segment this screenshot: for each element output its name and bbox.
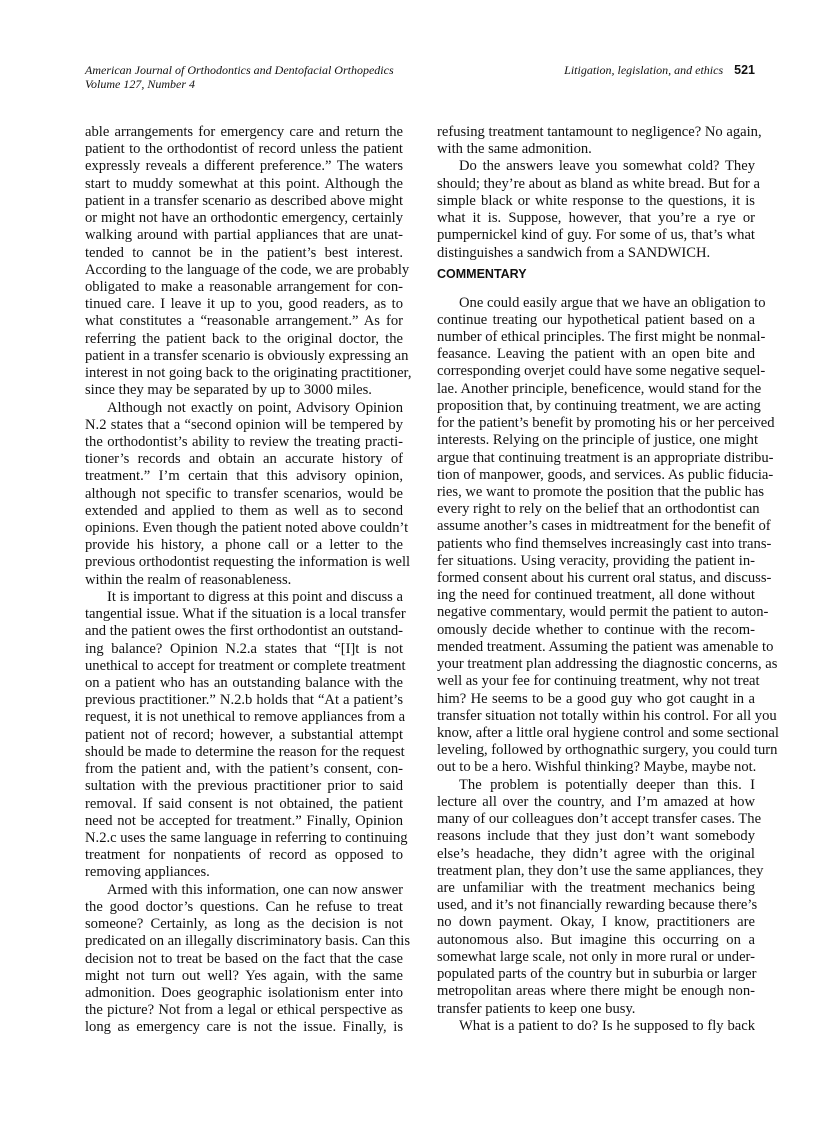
text-line: start to muddy somewhat at this point. Although the	[85, 175, 403, 192]
text-line: ing balance? Opinion N.2.a states that “[I]t is not	[85, 640, 403, 657]
text-line: refusing treatment tantamount to negligence? No again,	[437, 124, 762, 140]
text-line: removal. If said consent is not obtained, the patient	[85, 795, 403, 812]
text-line: previous orthodontist requesting the information is well	[85, 554, 411, 571]
commentary-body	[437, 294, 779, 1035]
paragraph	[437, 1018, 755, 1035]
text-line: autonomous also. But imagine this occurring on a	[437, 931, 755, 948]
text-line: It is important to digress at this point and discuss a	[107, 588, 403, 605]
text-line: since they may be separated by up to 3000 miles.	[85, 382, 372, 399]
text-line: obligated to make a reasonable arrangement for con-	[85, 278, 403, 295]
paragraph	[437, 294, 779, 777]
paragraph	[85, 124, 412, 400]
text-line: treatment plan, they don’t use the same appliances, they	[437, 862, 764, 879]
text-line: The problem is potentially deeper than this. I	[459, 776, 755, 793]
text-line: the orthodontist’s ability to review the treating practi-	[85, 433, 403, 450]
text-line: negative commentary, would permit the patient to auton-	[437, 604, 769, 621]
paragraph	[437, 776, 764, 1018]
text-line: sultation with the previous practitioner prior to said	[85, 778, 403, 795]
section-title: Litigation, legislation, and ethics	[564, 63, 724, 77]
text-line: N.2 states that a “second opinion will be tempered by	[85, 416, 403, 433]
text-line: distinguishes a sandwich from a SANDWICH.	[437, 244, 711, 261]
text-line: continue treating our hypothetical patient based on a	[437, 311, 755, 328]
text-line: opinions. Even though the patient noted above couldn’t	[85, 520, 409, 537]
text-line: provide his history, a phone call or a letter to the	[85, 537, 403, 554]
running-header-left	[85, 63, 394, 91]
text-line: need not be accepted for treatment.” Finally, Opinion	[85, 812, 403, 829]
text-line: transfer situation not totally within his control. For all you	[437, 707, 777, 724]
text-line: previous practitioner.” N.2.b holds that “At a patient’s	[85, 692, 403, 709]
text-line: your treatment plan addressing the diagnostic concerns, as	[437, 656, 778, 673]
text-line: feasance. Leaving the patient with an open bite and	[437, 346, 755, 363]
journal-title: American Journal of Orthodontics and Dentofacial Orthopedics	[85, 63, 394, 77]
text-line: else’s headache, they didn’t agree with the original	[437, 845, 755, 862]
text-line: formed consent about his current oral status, and discuss-	[437, 570, 772, 587]
text-line: treatment.” I’m certain that this advisory opinion,	[85, 468, 403, 485]
right-column-intro	[437, 124, 762, 262]
text-line: him? He seems to be a good guy who got caught in a	[437, 690, 755, 707]
text-line: Do the answers leave you somewhat cold? They	[459, 158, 755, 175]
text-line: corresponding overjet could have some negative sequel-	[437, 363, 766, 380]
running-header-right	[564, 63, 755, 77]
text-line: patient to the orthodontist of record unless the patient	[85, 141, 403, 158]
text-line: fer situations. Using veracity, providing the patient in-	[437, 552, 755, 569]
text-line: should be made to determine the reason for the request	[85, 743, 405, 760]
text-line: might not turn out well? Yes again, with the same	[85, 967, 403, 984]
text-line: Although not exactly on point, Advisory Opinion	[107, 399, 403, 416]
text-line: should; they’re about as bland as white bread. But for a	[437, 175, 761, 192]
text-line: referring the patient back to the original doctor, the	[85, 330, 403, 347]
text-line: What is a patient to do? Is he supposed to fly back	[459, 1017, 755, 1034]
text-line: tinued care. I leave it up to you, good readers, as to	[85, 296, 403, 313]
text-line: request, it is not unethical to remove appliances from a	[85, 709, 406, 726]
text-line: pumpernickel kind of guy. For some of us, that’s what	[437, 227, 755, 244]
text-line: expressly reveals a different preference.” The waters	[85, 158, 403, 175]
paragraph	[85, 881, 411, 1037]
text-line: someone? Certainly, as long as the decision is not	[85, 916, 403, 933]
text-line: the picture? Not from a legal or ethical perspective as	[85, 1002, 403, 1019]
page-number: 521	[734, 63, 755, 77]
text-line: mended treatment. Assuming the patient was amenable to	[437, 638, 774, 655]
paragraph	[85, 588, 408, 882]
text-line: out to be a hero. Wishful thinking? Maybe, maybe not.	[437, 759, 757, 776]
text-line: long as emergency care is not the issue. Finally, is	[85, 1019, 403, 1036]
left-column	[85, 124, 412, 1037]
text-line: simple black or white response to the questions, it is	[437, 192, 755, 209]
text-line: number of ethical principles. The first might be nonmal-	[437, 328, 766, 345]
text-line: interest in not going back to the originating practitioner,	[85, 365, 412, 382]
text-line: metropolitan areas where there might be enough non-	[437, 983, 755, 1000]
text-line: able arrangements for emergency care and return the	[85, 124, 403, 140]
text-line: According to the language of the code, we are probably	[85, 261, 410, 278]
text-line: unethical to accept for treatment or complete treatment	[85, 657, 406, 674]
text-line: many of our colleagues don’t accept transfer cases. The	[437, 811, 762, 828]
text-line: removing appliances.	[85, 864, 210, 881]
text-line: know, after a little oral hygiene control and some sectional	[437, 725, 779, 741]
text-line: within the realm of reasonableness.	[85, 571, 292, 588]
text-line: the good doctor’s questions. Can he refuse to treat	[85, 898, 403, 915]
text-line: admonition. Does geographic isolationism enter into	[85, 984, 403, 1001]
text-line: or might not have an orthodontic emergency, certainly	[85, 210, 403, 227]
text-line: what constitutes a “reasonable arrangement.” As for	[85, 313, 403, 330]
text-line: patient in a transfer scenario as described above might	[85, 192, 403, 209]
text-line: One could easily argue that we have an obligation to	[459, 294, 766, 311]
text-line: decision not to treat be based on the fact that the case	[85, 950, 403, 967]
text-line: although not specific to transfer scenarios, would be	[85, 485, 403, 502]
text-line: every right to rely on the belief that an orthodontist can	[437, 501, 760, 518]
text-line: leveling, followed by orthognathic surgery, you could turn	[437, 742, 778, 759]
text-line: no down payment. Okay, I know, practitioners are	[437, 914, 755, 931]
text-line: populated parts of the country but in suburbia or larger	[437, 966, 757, 983]
text-line: on a patient who has an outstanding balance with the	[85, 675, 403, 691]
text-line: tangential issue. What if the situation is a local transfer	[85, 606, 406, 623]
text-line: N.2.c uses the same language in referring to continuing	[85, 829, 408, 846]
text-line: ries, we want to promote the position that the public has	[437, 483, 765, 500]
text-line: transfer patients to keep one busy.	[437, 1000, 636, 1017]
section-heading-commentary: COMMENTARY	[437, 266, 527, 281]
text-line: argue that continuing treatment is an appropriate distribu-	[437, 449, 774, 466]
text-line: reasons include that they just don’t want somebody	[437, 828, 755, 845]
paragraph	[437, 158, 761, 261]
text-line: tended to cannot be in the patient’s best interest.	[85, 244, 403, 261]
text-line: predicated on an illegally discriminatory basis. Can this	[85, 933, 411, 950]
paragraph	[85, 399, 411, 589]
text-line: are unfamiliar with the treatment mechanics being	[437, 879, 755, 896]
text-line: used, and it’s not financially rewarding because there’s	[437, 897, 758, 914]
text-line: patient in a transfer scenario is obviously expressing an	[85, 347, 409, 364]
right-column	[437, 124, 779, 1035]
text-line: with the same admonition.	[437, 141, 592, 158]
text-line: patients who find themselves increasingly cast into trans-	[437, 535, 772, 552]
journal-volume: Volume 127, Number 4	[85, 77, 195, 91]
text-line: proposition that, by continuing treatment, we are acting	[437, 397, 761, 414]
text-line: for the patient’s benefit by promoting his or her perceived	[437, 415, 775, 432]
text-line: and the patient owes the first orthodontist an outstand-	[85, 623, 403, 640]
paragraph	[437, 124, 762, 158]
text-line: assume another’s cases in midtreatment for the benefit of	[437, 518, 771, 535]
text-line: treatment for nonpatients of record as opposed to	[85, 847, 403, 864]
text-line: tioner’s records and obtain an accurate history of	[85, 451, 403, 468]
text-line: lecture all over the country, and I’m amazed at how	[437, 793, 755, 810]
text-line: patient not of record; however, a substantial attempt	[85, 726, 403, 743]
text-line: what it is. Suppose, however, that you’re a rye or	[437, 210, 755, 227]
text-line: well as your fee for continuing treatment, why not treat	[437, 673, 760, 690]
text-line: walking around with partial appliances that are unat-	[85, 227, 403, 244]
text-line: Armed with this information, one can now answer	[107, 881, 403, 898]
text-line: ing the need for continued treatment, all done without	[437, 587, 755, 604]
text-line: extended and applied to them as well as to second	[85, 502, 403, 519]
text-line: tion of manpower, goods, and services. As public fiducia-	[437, 466, 774, 483]
text-line: omously decide whether to continue with the recom-	[437, 621, 755, 638]
text-line: lae. Another principle, beneficence, would stand for the	[437, 380, 762, 397]
text-line: from the patient and, with the patient’s consent, con-	[85, 761, 403, 778]
text-line: interests. Relying on the principle of justice, one might	[437, 432, 758, 449]
text-line: somewhat large scale, not only in more rural or under-	[437, 948, 755, 965]
